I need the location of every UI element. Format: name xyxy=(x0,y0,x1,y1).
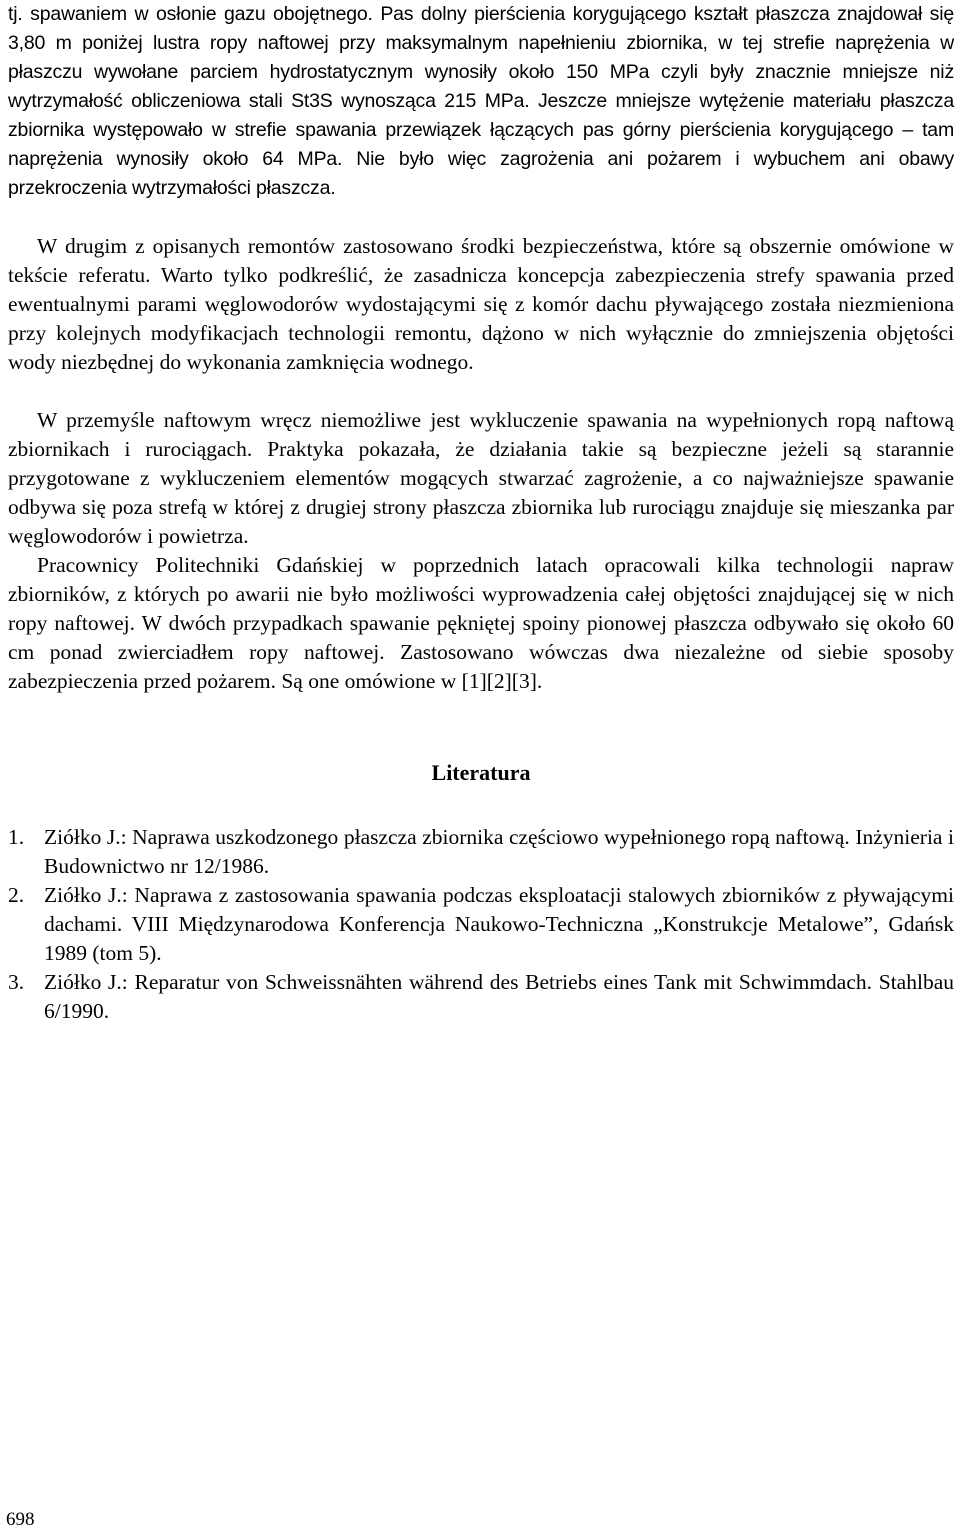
paragraph-4: Pracownicy Politechniki Gdańskiej w poprzednich latach opracowali kilka technologii napraw zbiorników, z których po awarii nie było możliwości wyprowadzenia całej objętości znajdującej się w nich ropy naftowej. W dwóch przypadkach spawanie pękniętej spoiny pionowej płaszcza odbywało się około 60 cm ponad zwierciadłem ropy naftowej. Zastosowano wówczas dwa niezależne od siebie sposoby zabezpieczenia przed pożarem. Są one omówione w [1][2][3]. xyxy=(8,553,954,693)
reference-number: 2. xyxy=(8,883,25,907)
reference-number: 1. xyxy=(8,825,25,849)
paragraph-1: tj. spawaniem w osłonie gazu obojętnego. Pas dolny pierścienia korygującego kształt płaszcza znajdował się 3,80 m poniżej lustra ropy naftowej przy maksymalnym napełnieniu zbiornika, w tej strefie naprężenia w płaszczu wywołane parciem hydrostatycznym wynosiły około 150 MPa czyli były znacznie mniejsze niż wytrzymałość obliczeniowa stali St3S wynosząca 215 MPa. Jeszcze mniejsze wytężenie materiału płaszcza zbiornika występowało w strefie spawania przewiązek łączących pas górny pierścienia korygującego – tam naprężenia wynosiły około 64 MPa. Nie było więc zagrożenia ani pożarem i wybuchem ani obawy przekroczenia wytrzymałości płaszcza. xyxy=(8,3,954,199)
reference-item-1 xyxy=(8,823,954,881)
references-list xyxy=(8,823,954,1026)
reference-item-3 xyxy=(8,968,954,1026)
reference-item-2 xyxy=(8,881,954,968)
page-number: 698 xyxy=(6,1509,35,1530)
paragraph-2: W drugim z opisanych remontów zastosowano środki bezpieczeństwa, które są obszernie omówione w tekście referatu. Warto tylko podkreślić, że zasadnicza koncepcja zabezpieczenia strefy spawania przed ewentualnymi parami węglowodorów wydostającymi się z komór dachu pływającego została niezmieniona przy kolejnych modyfikacjach technologii remontu, dążono w nich wyłącznie do zmniejszenia objętości wody niezbędnej do wykonania zamknięcia wodnego. xyxy=(8,234,954,374)
reference-number: 3. xyxy=(8,970,25,994)
references-heading: Literatura xyxy=(431,760,531,785)
document-page xyxy=(8,0,954,1026)
reference-text: Ziółko J.: Naprawa z zastosowania spawania podczas eksploatacji stalowych zbiorników z pływającymi dachami. VIII Międzynarodowa Konferencja Naukowo-Techniczna „Konstrukcje Metalowe”, Gdańsk 1989 (tom 5). xyxy=(44,883,954,965)
paragraph-3: W przemyśle naftowym wręcz niemożliwe jest wykluczenie spawania na wypełnionych ropą naftową zbiornikach i rurociągach. Praktyka pokazała, że działania takie są bezpieczne jeżeli są starannie przygotowane z wykluczeniem elementów mogących stwarzać zagrożenie, a co najważniejsze spawanie odbywa się poza strefą w której z drugiej strony płaszcza zbiornika lub rurociągu znajduje się mieszanka par węglowodorów i powietrza. xyxy=(8,408,954,548)
reference-text: Ziółko J.: Naprawa uszkodzonego płaszcza zbiornika częściowo wypełnionego ropą naftową. Inżynieria i Budownictwo nr 12/1986. xyxy=(44,825,954,878)
reference-text: Ziółko J.: Reparatur von Schweissnähten während des Betriebs eines Tank mit Schwimmdach. Stahlbau 6/1990. xyxy=(44,970,954,1023)
